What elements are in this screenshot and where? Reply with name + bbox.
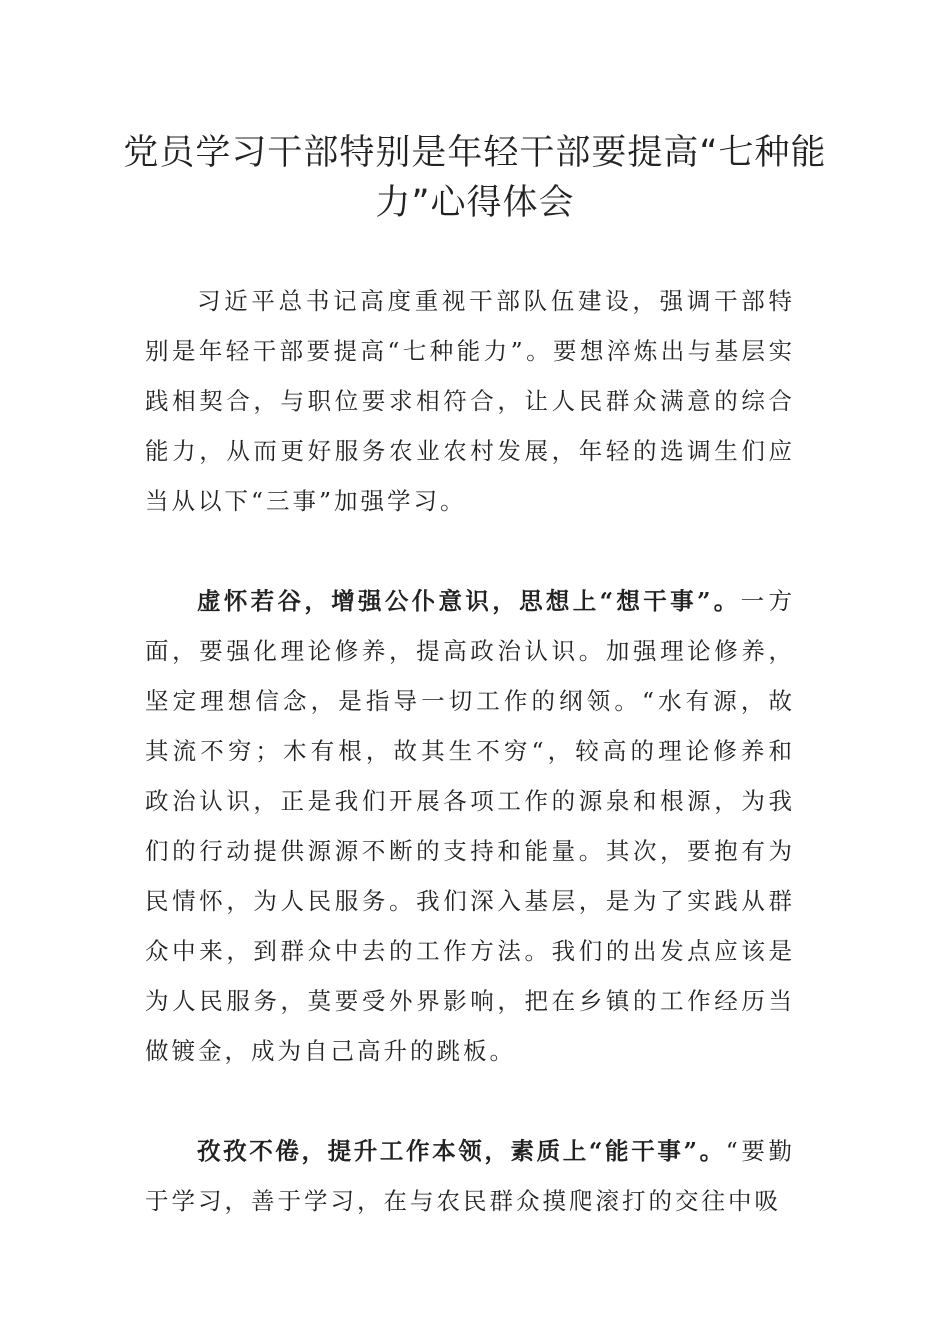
paragraph-lead-heading: 虚怀若谷，增强公仆意识，思想上“想干事”。: [197, 587, 741, 615]
paragraph-text: “要勤于学习，善于学习，在与农民群众摸爬滚打的交往中吸: [145, 1137, 795, 1215]
paragraph-section-2: [145, 1126, 795, 1226]
paragraph-text: 一方面，要强化理论修养，提高政治认识。加强理论修养，坚定理想信念，是指导一切工作的纲领。“水有源，故其流不穷；木有根，故其生不穷“，较高的理论修养和政治认识，正是我们开展各项工作的源泉和根源，为我们的行动提供源源不断的支持和能量。其次，要抱有为民情怀，为人民服务。我们深入基层，是为了实践从群众中来，到群众中去的工作方法。我们的出发点应该是为人民服务，莫要受外界影响，把在乡镇的工作经历当做镀金，成为自己高升的跳板。: [145, 587, 795, 1065]
paragraph-intro: [145, 276, 795, 526]
paragraph-lead-heading: 孜孜不倦，提升工作本领，素质上“能干事”。: [197, 1137, 726, 1165]
document-body: [145, 276, 795, 1226]
paragraph-text: 习近平总书记高度重视干部队伍建设，强调干部特别是年轻干部要提高“七种能力”。要想淬炼出与基层实践相契合，与职位要求相符合，让人民群众满意的综合能力，从而更好服务农业农村发展，年轻的选调生们应当从以下“三事”加强学习。: [145, 287, 795, 515]
paragraph-section-1: [145, 576, 795, 1076]
document-title: 党员学习干部特别是年轻干部要提高“七种能力”心得体会: [123, 133, 827, 223]
